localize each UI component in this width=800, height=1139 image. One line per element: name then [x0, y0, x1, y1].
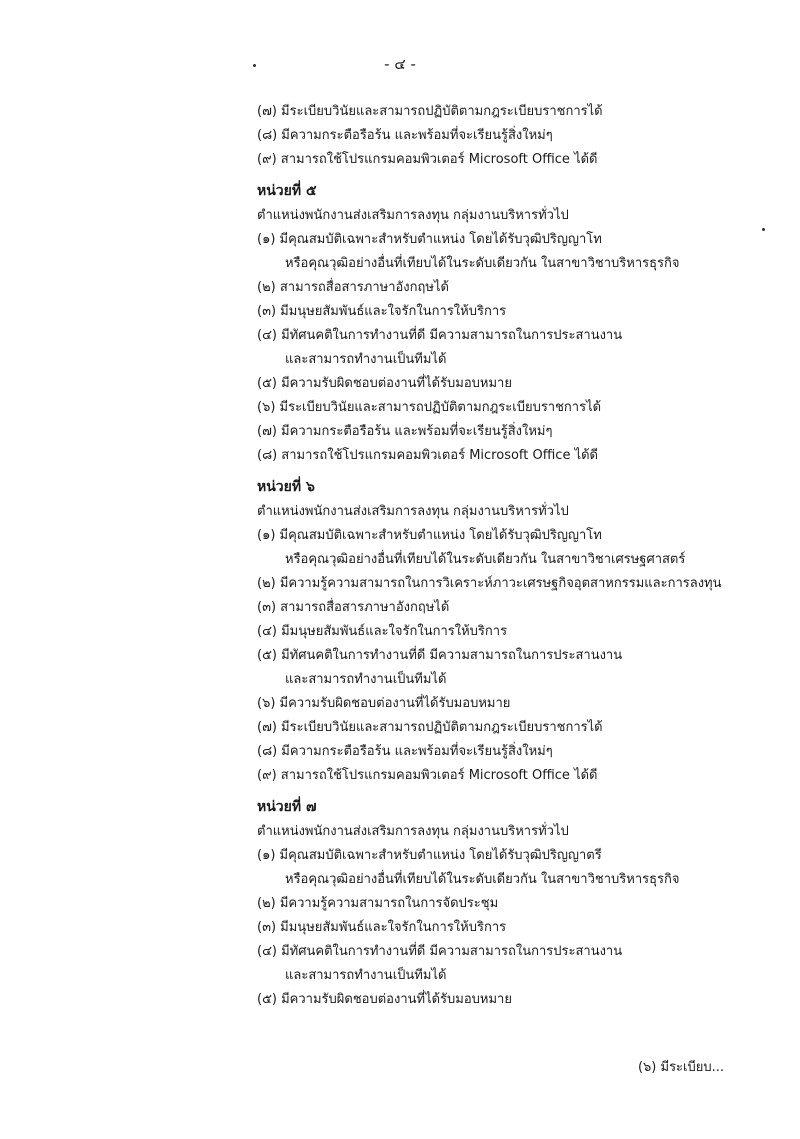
- requirement-item: (๓) มีมนุษยสัมพันธ์และใจรักในการให้บริการ: [257, 920, 507, 935]
- position-title: ตำแหน่งพนักงานส่งเสริมการลงทุน กลุ่มงานบริหารทั่วไป: [257, 208, 569, 223]
- requirement-item: (๓) สามารถสื่อสารภาษาอังกฤษได้: [257, 600, 450, 615]
- requirement-item-continued: หรือคุณวุฒิอย่างอื่นที่เทียบได้ในระดับเดียวกัน ในสาขาวิชาเศรษฐศาสตร์: [285, 552, 686, 567]
- page-continuation-footer: (๖) มีระเบียบ...: [637, 1060, 724, 1075]
- document-body: [257, 101, 777, 1013]
- requirement-item: (๖) มีระเบียบวินัยและสามารถปฏิบัติตามกฎระเบียบราชการได้: [257, 400, 602, 415]
- requirement-item-continued: หรือคุณวุฒิอย่างอื่นที่เทียบได้ในระดับเดียวกัน ในสาขาวิชาบริหารธุรกิจ: [285, 256, 680, 271]
- unit-heading: หน่วยที่ ๕: [257, 183, 317, 199]
- requirement-item: (๔) มีทัศนคติในการทำงานที่ดี มีความสามารถในการประสานงาน: [257, 944, 623, 959]
- requirement-item: (๙) สามารถใช้โปรแกรมคอมพิวเตอร์ Microsoft Office ได้ดี: [257, 768, 598, 783]
- requirement-item: (๗) มีความกระตือรือร้น และพร้อมที่จะเรียนรู้สิ่งใหม่ๆ: [257, 424, 553, 439]
- requirement-item: (๑) มีคุณสมบัติเฉพาะสำหรับตำแหน่ง โดยได้รับวุฒิปริญญาตรี: [257, 848, 602, 863]
- requirement-item: (๔) มีทัศนคติในการทำงานที่ดี มีความสามารถในการประสานงาน: [257, 328, 623, 343]
- position-title: ตำแหน่งพนักงานส่งเสริมการลงทุน กลุ่มงานบริหารทั่วไป: [257, 824, 569, 839]
- requirement-item: (๗) มีระเบียบวินัยและสามารถปฏิบัติตามกฎระเบียบราชการได้: [257, 104, 603, 119]
- requirement-item: (๕) มีความรับผิดชอบต่องานที่ได้รับมอบหมาย: [257, 992, 512, 1007]
- scan-speck: [253, 64, 256, 67]
- requirement-item-continued: และสามารถทำงานเป็นทีมได้: [285, 352, 447, 367]
- requirement-item-continued: และสามารถทำงานเป็นทีมได้: [285, 968, 447, 983]
- requirement-item-continued: หรือคุณวุฒิอย่างอื่นที่เทียบได้ในระดับเดียวกัน ในสาขาวิชาบริหารธุรกิจ: [285, 872, 680, 887]
- page-number: - ๔ -: [384, 55, 416, 73]
- requirement-item: (๘) มีความกระตือรือร้น และพร้อมที่จะเรียนรู้สิ่งใหม่ๆ: [257, 744, 553, 759]
- position-title: ตำแหน่งพนักงานส่งเสริมการลงทุน กลุ่มงานบริหารทั่วไป: [257, 504, 569, 519]
- unit-heading: หน่วยที่ ๖: [257, 479, 315, 495]
- requirement-item: (๕) มีทัศนคติในการทำงานที่ดี มีความสามารถในการประสานงาน: [257, 648, 623, 663]
- requirement-item-continued: และสามารถทำงานเป็นทีมได้: [285, 672, 447, 687]
- requirement-item: (๑) มีคุณสมบัติเฉพาะสำหรับตำแหน่ง โดยได้รับวุฒิปริญญาโท: [257, 528, 602, 543]
- requirement-item: (๖) มีความรับผิดชอบต่องานที่ได้รับมอบหมาย: [257, 696, 511, 711]
- unit-heading: หน่วยที่ ๗: [257, 799, 317, 815]
- requirement-item: (๗) มีระเบียบวินัยและสามารถปฏิบัติตามกฎระเบียบราชการได้: [257, 720, 603, 735]
- requirement-item: (๕) มีความรับผิดชอบต่องานที่ได้รับมอบหมาย: [257, 376, 512, 391]
- requirement-item: (๒) สามารถสื่อสารภาษาอังกฤษได้: [257, 280, 449, 295]
- requirement-item: (๑) มีคุณสมบัติเฉพาะสำหรับตำแหน่ง โดยได้รับวุฒิปริญญาโท: [257, 232, 602, 247]
- requirement-item: (๒) มีความรู้ความสามารถในการวิเคราะห์ภาวะเศรษฐกิจอุตสาหกรรมและการลงทุน: [257, 576, 722, 591]
- requirement-item: (๘) สามารถใช้โปรแกรมคอมพิวเตอร์ Microsoft Office ได้ดี: [257, 448, 598, 463]
- requirement-item: (๓) มีมนุษยสัมพันธ์และใจรักในการให้บริการ: [257, 304, 507, 319]
- requirement-item: (๒) มีความรู้ความสามารถในการจัดประชุม: [257, 896, 499, 911]
- requirement-item: (๔) มีมนุษยสัมพันธ์และใจรักในการให้บริการ: [257, 624, 508, 639]
- requirement-item: (๘) มีความกระตือรือร้น และพร้อมที่จะเรียนรู้สิ่งใหม่ๆ: [257, 128, 553, 143]
- requirement-item: (๙) สามารถใช้โปรแกรมคอมพิวเตอร์ Microsoft Office ได้ดี: [257, 152, 598, 167]
